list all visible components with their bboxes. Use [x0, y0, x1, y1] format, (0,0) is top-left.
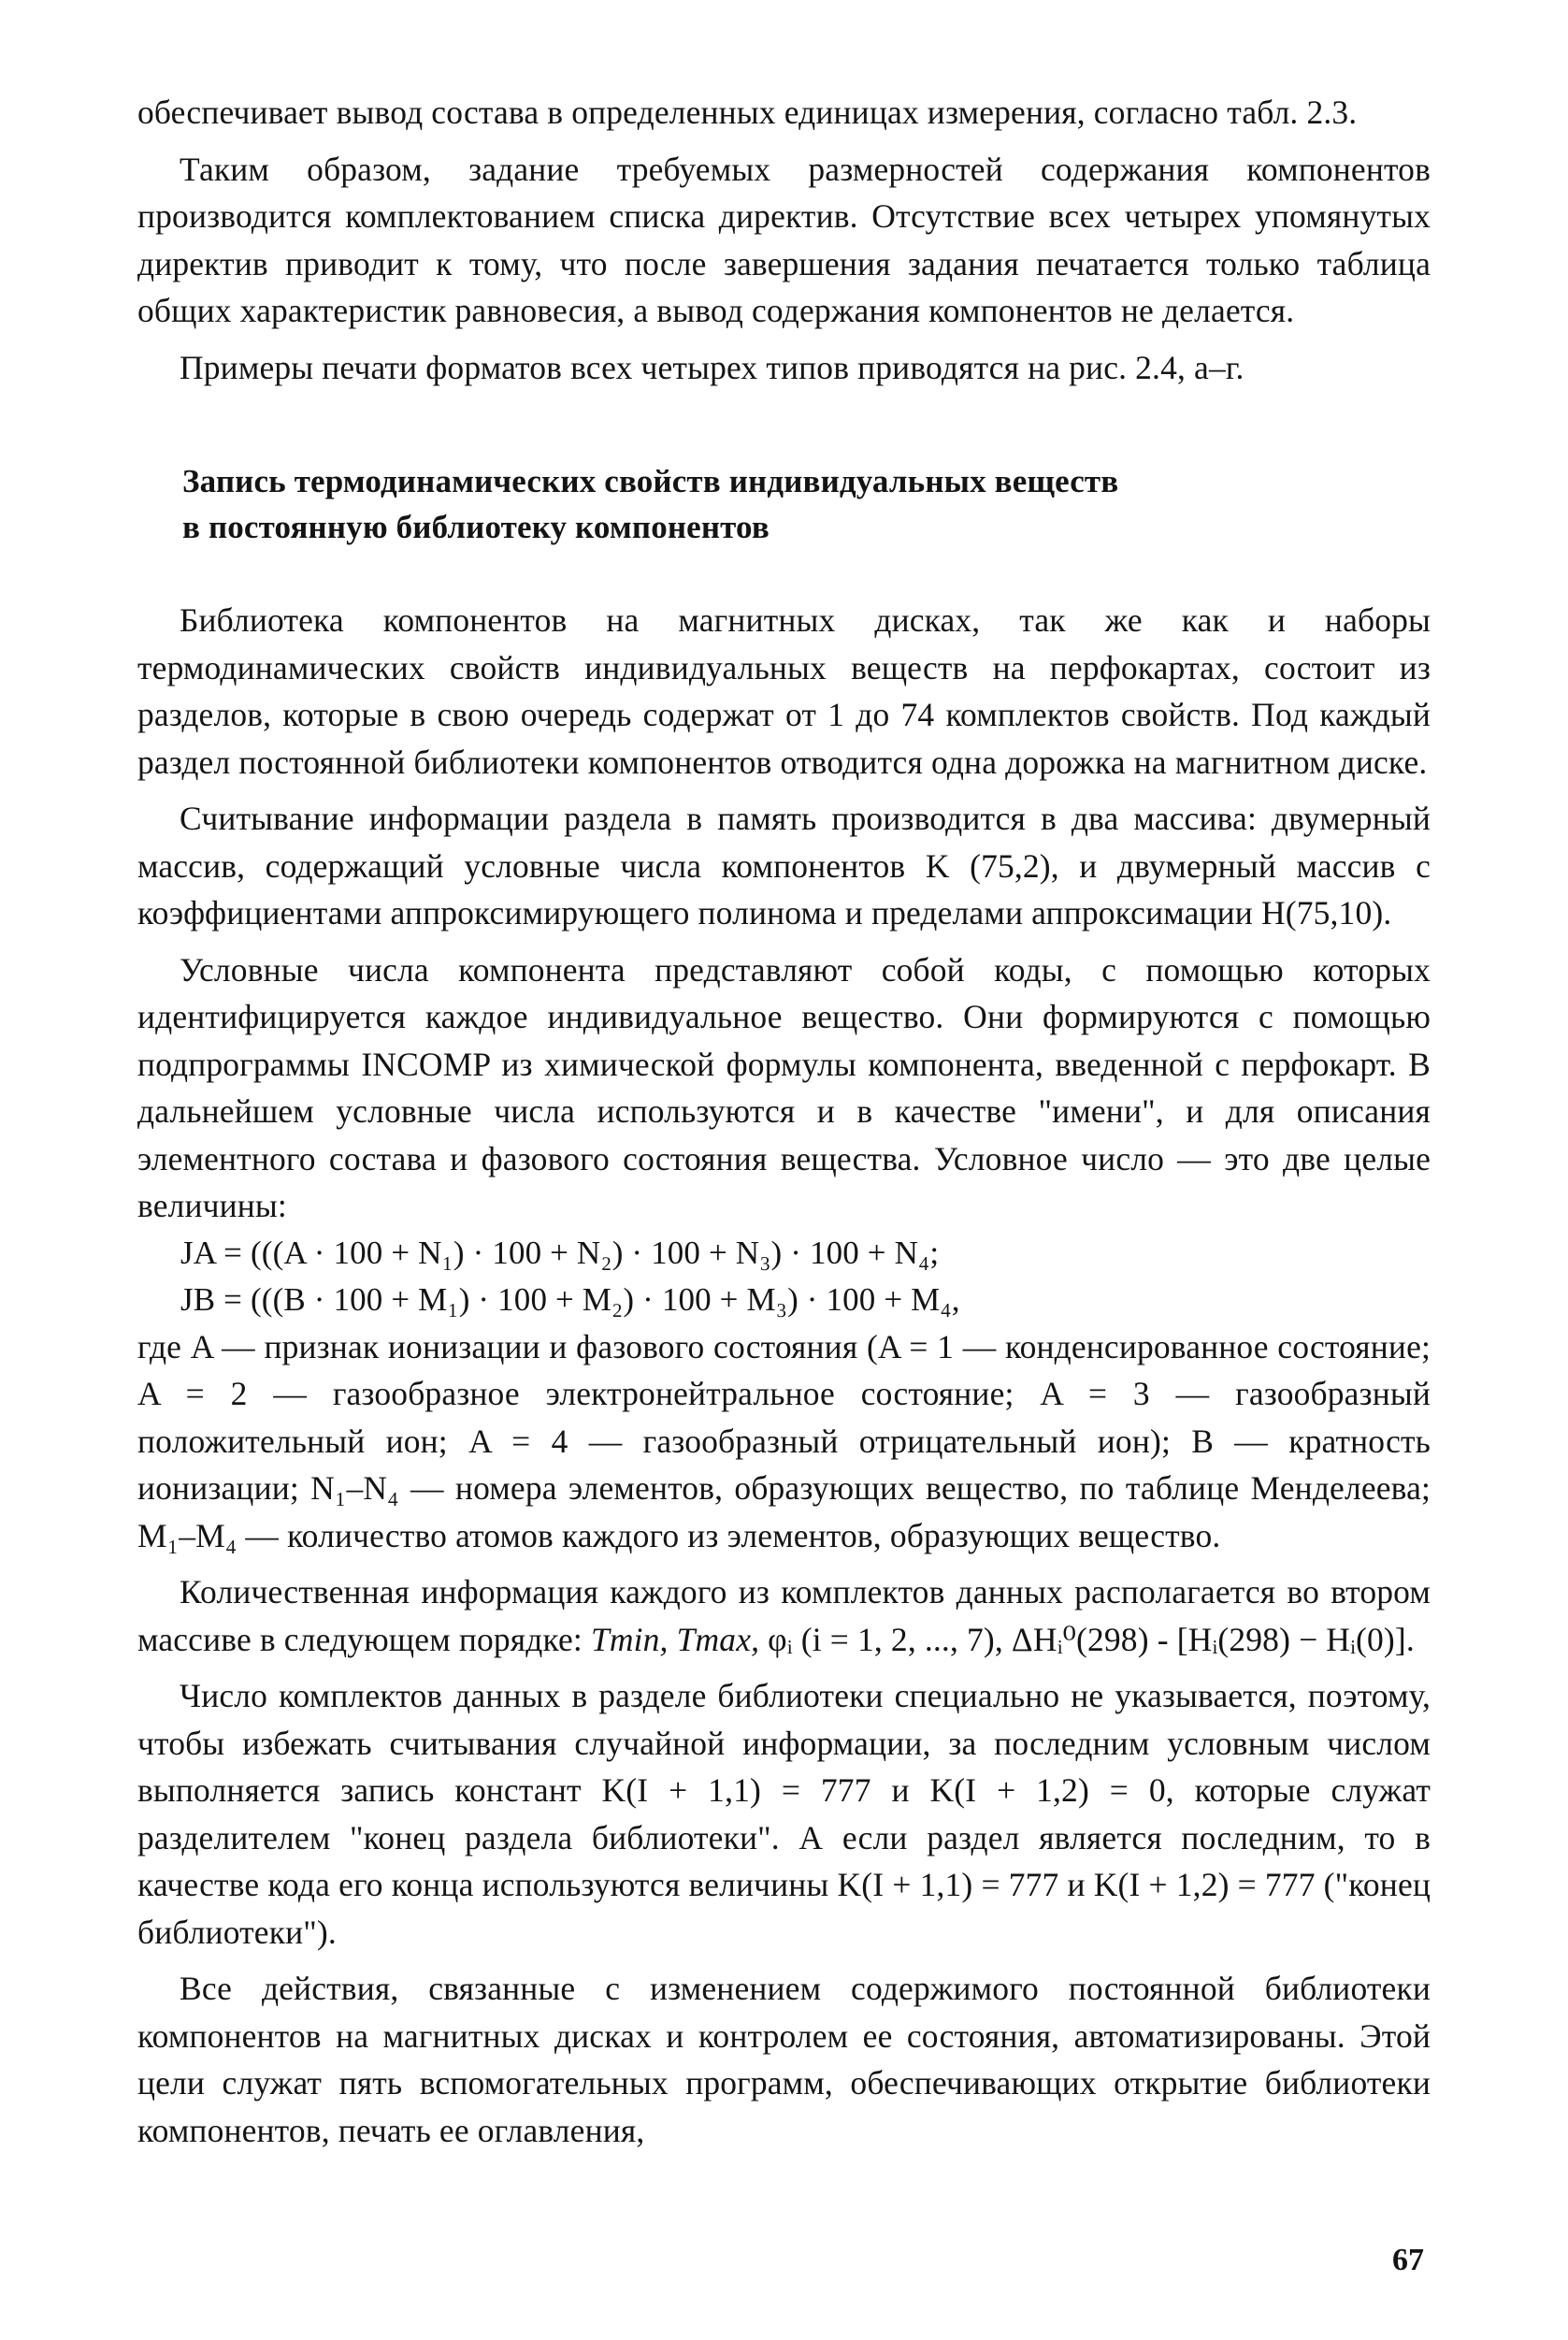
- paragraph-directives: Таким образом, задание требуемых размерностей содержания компонентов производится комплектованием списка директив. Отсутствие всех четырех упомянутых директив приводит к тому, что после завершения задания печатается только таблица общих характеристик равновесия, а вывод содержания компонентов не делается.: [137, 150, 1431, 329]
- paragraph-examples: Примеры печати форматов всех четырех типов приводятся на рис. 2.4, а–г.: [180, 348, 1244, 386]
- section-heading-line-1: Запись термодинамических свойств индивидуальных веществ: [182, 463, 1119, 499]
- page-body: [137, 89, 1431, 2154]
- paragraph-continuation: обеспечивает вывод состава в определенных единицах измерения, согласно табл. 2.3.: [137, 94, 1358, 131]
- paragraph-reading: Считывание информации раздела в память производится в два массива: двумерный массив, содержащий условные числа компонентов K (75,2), и двумерный массив с коэффициентами аппроксимирующего полинома и пределами аппроксимации H(75,10).: [137, 800, 1431, 932]
- paragraph-automation: Все действия, связанные с изменением содержимого постоянной библиотеки компонентов на магнитных дисках и контролем ее состояния, автоматизированы. Этой цели служат пять вспомогательных программ, обеспечивающих открытие библиотеки компонентов, печать ее оглавления,: [137, 1970, 1431, 2149]
- t-max-label: Tmax,: [676, 1620, 760, 1658]
- section-heading: [137, 458, 1431, 550]
- page-number: 67: [1392, 2243, 1424, 2277]
- paragraph-separator: Число комплектов данных в разделе библиотеки специально не указывается, поэтому, чтобы избежать считывания случайной информации, за последним условным числом выполняется запись констант K(I + 1,1) = 777 и K(I + 1,2) = 0, которые служат разделителем "конец раздела библиотеки". А если раздел является последним, то в качестве кода его конца используются величины K(I + 1,1) = 777 и K(I + 1,2) = 777 ("конец библиотеки").: [137, 1677, 1431, 1951]
- quantitative-parameters: φᵢ (i = 1, 2, ..., 7), ΔHᵢ⁰(298) - [Hᵢ(298) − Hᵢ(0)].: [768, 1620, 1415, 1658]
- paragraph-quantitative: [137, 1568, 1431, 1663]
- formula-ja: JA = (((A · 100 + N₁) · 100 + N₂) · 100 + N₃) · 100 + N₄;: [180, 1234, 940, 1271]
- quantitative-text: Количественная информация каждого из комплектов данных располагается во втором массиве в следующем порядке:: [137, 1573, 1431, 1658]
- formula-jb: JB = (((B · 100 + M₁) · 100 + M₂) · 100 + M₃) · 100 + M₄,: [180, 1280, 960, 1318]
- paragraph-definitions: где A — признак ионизации и фазового состояния (A = 1 — конденсированное состояние; A = 2 — газообразное электронейтральное состояние; A = 3 — газообразный положительный ион; A = 4 — газообразный отрицательный ион); B — кратность ионизации; N₁–N₄ — номера элементов, образующих вещество, по таблице Менделеева; M₁–M₄ — количество атомов каждого из элементов, образующих вещество.: [137, 1327, 1431, 1554]
- t-min-label: Tmin,: [590, 1620, 669, 1658]
- paragraph-conditional-numbers: Условные числа компонента представляют собой коды, с помощью которых идентифицируется каждое индивидуальное вещество. Они формируются с помощью подпрограммы INCOMP из химической формулы компонента, введенной с перфокарт. В дальнейшем условные числа используются и в качестве "имени", и для описания элементного состава и фазового состояния вещества. Условное число — это две целые величины:: [137, 950, 1431, 1224]
- section-heading-line-2: в постоянную библиотеку компонентов: [182, 509, 770, 545]
- paragraph-library: Библиотека компонентов на магнитных дисках, так же как и наборы термодинамических свойств индивидуальных веществ на перфокартах, состоит из разделов, которые в свою очередь содержат от 1 до 74 комплектов свойств. Под каждый раздел постоянной библиотеки компонентов отводится одна дорожка на магнитном диске.: [137, 601, 1431, 781]
